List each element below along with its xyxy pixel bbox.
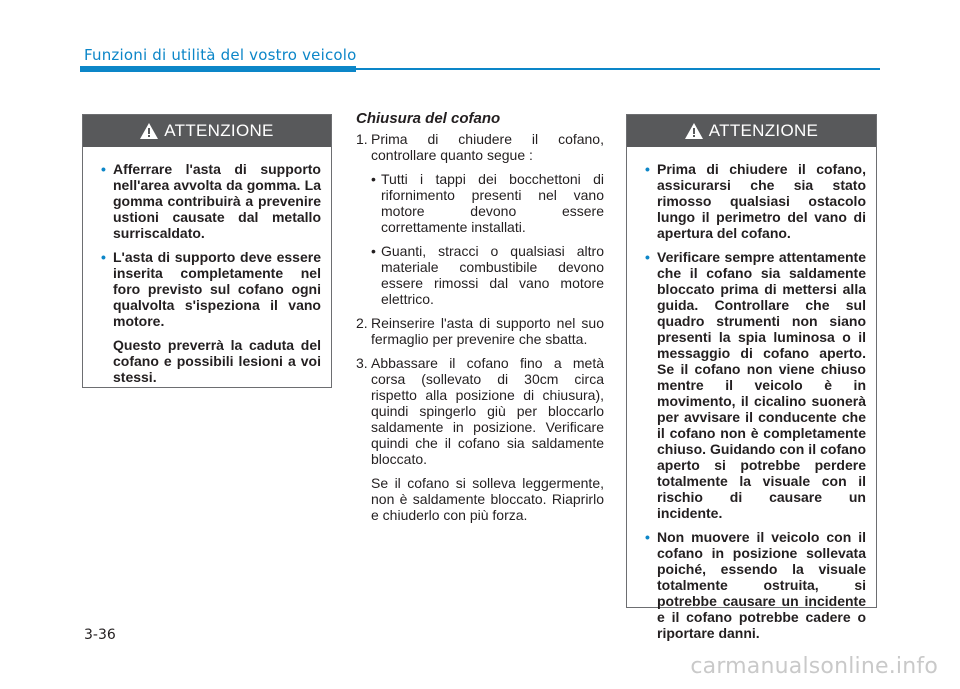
right-warning-heading: ATTENZIONE (708, 121, 819, 140)
list-item-extra: Questo preverrà la caduta del cofano e possibili lesioni a voi stessi. (113, 337, 321, 385)
list-item (101, 161, 321, 241)
left-warning-list (83, 147, 331, 403)
list-item (101, 249, 321, 385)
header-rule-thin (356, 68, 880, 70)
step-text: Prima di chiudere il cofano, controllare quanto segue : (371, 131, 604, 163)
bullet-dot: • (101, 249, 106, 265)
warning-triangle-icon (685, 123, 703, 139)
bullet-dot: • (645, 161, 650, 177)
list-item-text: Verificare sempre attentamente che il cofano sia saldamente bloccato prima di mettersi alla guida. Controllare che sul quadro strumenti non siano presenti la spia luminosa o il messaggio di cofano aperto. Se il cofano non viene chiuso mentre il veicolo è in movimento, il cicalino suonerà per avvisare il conducente che il cofano non è completamente chiuso. Guidando con il cofano aperto si potrebbe perdere totalmente la visuale con il rischio di causare un incidente. (657, 249, 866, 521)
right-warning-box (626, 114, 877, 641)
list-item (371, 243, 604, 307)
bullet-dot: • (371, 171, 376, 187)
step-2 (356, 315, 604, 347)
list-item (645, 161, 866, 241)
left-warning-heading: ATTENZIONE (164, 121, 274, 140)
section-title: Chiusura del cofano (356, 110, 501, 127)
step-1 (356, 131, 604, 307)
header-title: Funzioni di utilità del vostro veicolo (84, 46, 357, 64)
bullet-dot: • (101, 161, 106, 177)
watermark: carmanualsonline.info (690, 654, 938, 679)
list-item-text: Guanti, stracci o qualsiasi altro materiale combustibile devono essere rimossi dal vano motore elettrico. (381, 243, 604, 307)
step-number: 1. (356, 131, 368, 147)
bullet-dot: • (645, 249, 650, 265)
left-warning-box (82, 114, 332, 388)
step-number: 3. (356, 355, 368, 371)
main-column (356, 110, 604, 531)
bullet-dot: • (645, 529, 650, 545)
step-text: Reinserire l'asta di supporto nel suo fermaglio per prevenire che sbatta. (371, 315, 604, 347)
right-warning-list (627, 147, 876, 659)
left-warning-header (83, 115, 331, 147)
page-number: 3-36 (84, 627, 116, 643)
step-number: 2. (356, 315, 368, 331)
list-item-text: L'asta di supporto deve essere inserita completamente nel foro previsto sul cofano ogni qualvolta s'ispeziona il vano motore. (113, 249, 321, 329)
step-3 (356, 355, 604, 523)
right-warning-header (627, 115, 876, 147)
list-item (645, 529, 866, 641)
step-text: Abbassare il cofano fino a metà corsa (sollevato di 30cm circa rispetto alla posizione di chiusura), quindi spingerlo giù per bloccarlo saldamente in posizione. Verificare quindi che il cofano sia saldamente bloccato. (371, 355, 604, 467)
header-rule-thick (80, 66, 356, 72)
bullet-dot: • (371, 243, 376, 259)
list-item-text: Tutti i tappi dei bocchettoni di rifornimento presenti nel vano motore devono essere correttamente installati. (381, 171, 604, 235)
list-item-text: Prima di chiudere il cofano, assicurarsi che sia stato rimosso qualsiasi ostacolo lungo il perimetro del vano di apertura del cofano. (657, 161, 866, 241)
warning-triangle-icon (140, 123, 158, 139)
step-extra: Se il cofano si solleva leggermente, non è saldamente bloccato. Riaprirlo e chiuderlo con più forza. (371, 475, 604, 523)
list-item-text: Afferrare l'asta di supporto nell'area avvolta da gomma. La gomma contribuirà a prevenire ustioni causate dal metallo surriscaldato. (113, 161, 321, 241)
list-item (371, 171, 604, 235)
list-item (645, 249, 866, 521)
step-1-bullets (371, 171, 604, 307)
list-item-text: Non muovere il veicolo con il cofano in posizione sollevata poiché, essendo la visuale totalmente ostruita, si potrebbe causare un incidente e il cofano potrebbe cadere o riportare danni. (657, 529, 866, 641)
